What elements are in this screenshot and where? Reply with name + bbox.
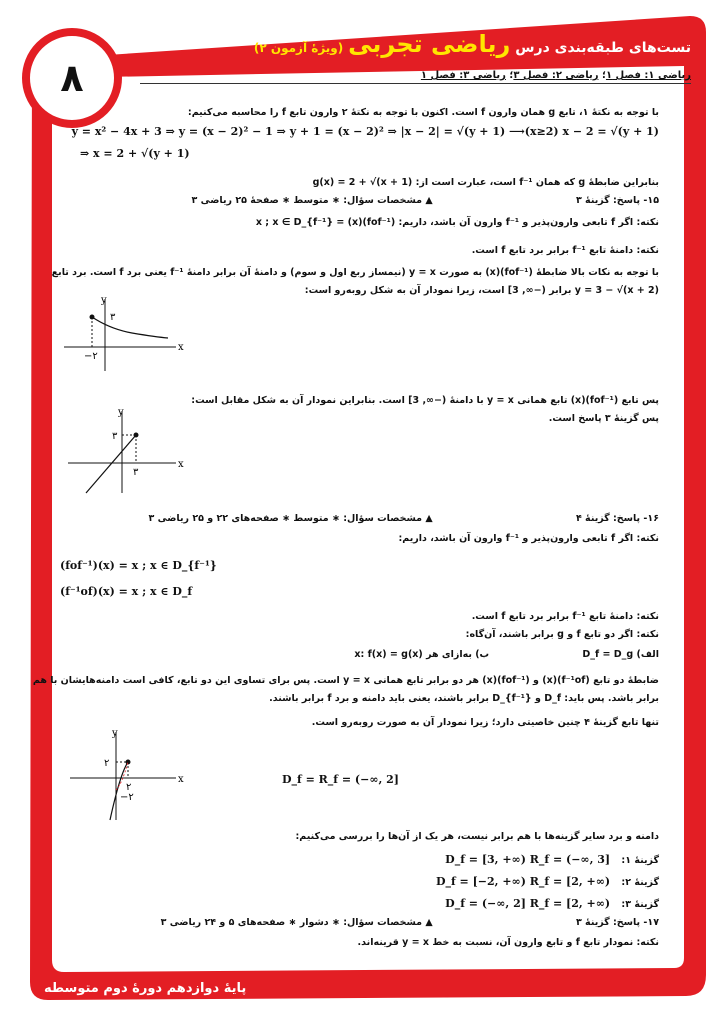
y-tick: ۳ — [110, 312, 116, 323]
y-axis-label: y — [112, 728, 118, 739]
option-sets: D_f = [−2, +∞) R_f = [2, +∞) — [435, 875, 611, 888]
chapter-ref-3: ریاضی ۳: فصل ۱ — [420, 70, 506, 81]
chapter-ref-2: ریاضی ۲: فصل ۳ — [513, 70, 599, 81]
text-line: دامنه و برد سایر گزینه‌ها با هم برابر نیست، هر یک از آن‌ها را بررسی می‌کنیم: — [295, 831, 659, 842]
equation-line: ⇒ x = 2 + √(y + 1) — [80, 147, 190, 160]
x-tick-negative: −۲ — [120, 792, 134, 803]
graph-identity-restricted — [64, 405, 184, 495]
question-meta: ▲ مشخصات سؤال: ∗ متوسط ∗ صفحه‌های ۲۲ و ۲۵ ریاضی ۳ — [148, 513, 433, 524]
option-check-2 — [60, 874, 659, 890]
curve — [92, 317, 168, 338]
text-line: نکته: اگر f تابعی وارون‌پذیر و f⁻¹ وارون آن باشد، داریم: — [398, 533, 659, 544]
option-check-1 — [60, 852, 659, 868]
question-meta: ▲ مشخصات سؤال: ∗ دشوار ∗ صفحه‌های ۵ و ۲۴ ریاضی ۳ — [160, 917, 433, 928]
chapter-references: ریاضی ۱: فصل ۱؛ ریاضی ۲: فصل ۳؛ ریاضی ۳: فصل ۱ — [140, 70, 691, 84]
text-line: نکته: اگر f تابعی وارون‌پذیر و f⁻¹ وارون آن باشد، داریم: (fof⁻¹)(x) = x ; x ∈ D_{f⁻¹} — [255, 217, 659, 228]
header-prefix: تست‌های طبقه‌بندی درس — [515, 40, 691, 56]
solution-content — [32, 100, 659, 964]
identity-line — [86, 435, 136, 493]
text-line: نکته: نمودار تابع f و تابع وارون آن، نسبت به خط y = x قرینه‌اند. — [357, 937, 659, 948]
equation-line: (f⁻¹of)(x) = x ; x ∈ D_f — [60, 585, 193, 598]
header-title — [254, 30, 691, 58]
x-tick: −۲ — [84, 351, 98, 362]
graph-option-4 — [66, 728, 186, 823]
header-edition: (ویژهٔ آزمون ۲) — [253, 41, 344, 55]
text-line: نکته: اگر دو تابع f و g برابر باشند، آن‌گاه: — [465, 629, 659, 640]
equation-line: (fof⁻¹)(x) = x ; x ∈ D_{f⁻¹} — [60, 559, 217, 572]
x-axis-label: x — [178, 774, 184, 785]
text-line: پس تابع (fof⁻¹)(x) تابع همانی y = x با دامنهٔ (−∞, 3] است. بنابراین نمودار آن به شکل مقابل است: — [191, 395, 659, 406]
condition-a: الف) D_f = D_g — [582, 649, 659, 660]
condition-line — [60, 648, 659, 662]
text-line: نکته: دامنهٔ تابع f⁻¹ برابر برد تابع f است. — [471, 611, 659, 622]
answer-label: ۱۵- پاسخ: گزینهٔ ۳ — [575, 195, 659, 206]
y-tick: ۲ — [104, 758, 110, 769]
answer-heading-16 — [60, 512, 659, 526]
text-line: با توجه به نکتهٔ ۱، تابع g همان وارون f است. اکنون با توجه به نکتهٔ ۲ وارون تابع f را محاسبه می‌کنیم: — [187, 107, 659, 118]
header-subject: ریاضی تجربی — [348, 30, 511, 58]
option-sets: D_f = [3, +∞) R_f = (−∞, 3] — [445, 853, 611, 866]
text-line: ضابطهٔ دو تابع (f⁻¹of)(x) و (fof⁻¹)(x) هر دو برابر تابع همانی y = x است. پس برای تساوی این دو تابع، کافی است دامنه‌هایشان با هم — [32, 675, 659, 686]
x-axis-label: x — [178, 342, 184, 353]
option-label: گزینهٔ ۲: — [621, 877, 659, 888]
option-check-3 — [60, 896, 659, 912]
text-line: نکته: دامنهٔ تابع f⁻¹ برابر برد تابع f است. — [471, 245, 659, 256]
condition-b: ب) به‌ازای هر x: f(x) = g(x) — [354, 649, 490, 660]
answer-heading-15 — [60, 194, 659, 208]
text-line: پس گزینهٔ ۳ پاسخ است. — [548, 413, 659, 424]
y-axis-label: y — [118, 407, 124, 418]
graph-decreasing-sqrt — [60, 295, 190, 375]
option-label: گزینهٔ ۳: — [621, 899, 659, 910]
question-meta: ▲ مشخصات سؤال: ∗ متوسط ∗ صفحهٔ ۲۵ ریاضی ۳ — [191, 195, 433, 206]
answer-heading-17 — [60, 916, 659, 930]
text-line: با توجه به نکات بالا ضابطهٔ (fof⁻¹)(x) به صورت y = x (نیمساز ربع اول و سوم) و دامنهٔ آن برابر دامنهٔ f⁻¹ یعنی برد f است. برد تابع — [51, 267, 659, 278]
y-axis-label: y — [101, 295, 107, 306]
page-number: ۸ — [22, 28, 122, 128]
text-line: y = 3 − √(x + 2) برابر (−∞, 3] است، زیرا نمودار آن به شکل روبه‌رو است: — [304, 285, 659, 296]
text-line: تنها تابع گزینهٔ ۴ چنین خاصیتی دارد؛ زیرا نمودار آن به صورت روبه‌رو است. — [311, 717, 659, 728]
x-tick: ۲ — [126, 782, 132, 793]
x-tick: ۳ — [133, 467, 139, 478]
y-tick: ۳ — [112, 431, 118, 442]
x-axis-label: x — [178, 459, 184, 470]
answer-label: ۱۷- پاسخ: گزینهٔ ۳ — [575, 917, 659, 928]
answer-label: ۱۶- پاسخ: گزینهٔ ۴ — [575, 513, 659, 524]
option-sets: D_f = (−∞, 2] R_f = [2, +∞) — [445, 897, 611, 910]
option-label: گزینهٔ ۱: — [621, 855, 659, 866]
footer-level: پایهٔ دوازدهم دورهٔ دوم متوسطه — [44, 981, 247, 996]
chapter-ref-1: ریاضی ۱: فصل ۱ — [605, 70, 691, 81]
text-line: بنابراین ضابطهٔ g که همان f⁻¹ است، عبارت است از: g(x) = 2 + √(x + 1) — [312, 177, 659, 188]
text-line: برابر باشد. پس باید: D_f و D_{f⁻¹} برابر باشند، یعنی باید دامنه و برد f برابر باشند. — [269, 693, 659, 704]
equation-line: y = x² − 4x + 3 ⇒ y = (x − 2)² − 1 ⇒ y + 1 = (x − 2)² ⇒ |x − 2| = √(y + 1) ⟶(x≥2) x − 2 = √(y + 1) — [71, 125, 659, 138]
domain-range-equation: D_f = R_f = (−∞, 2] — [282, 773, 399, 786]
